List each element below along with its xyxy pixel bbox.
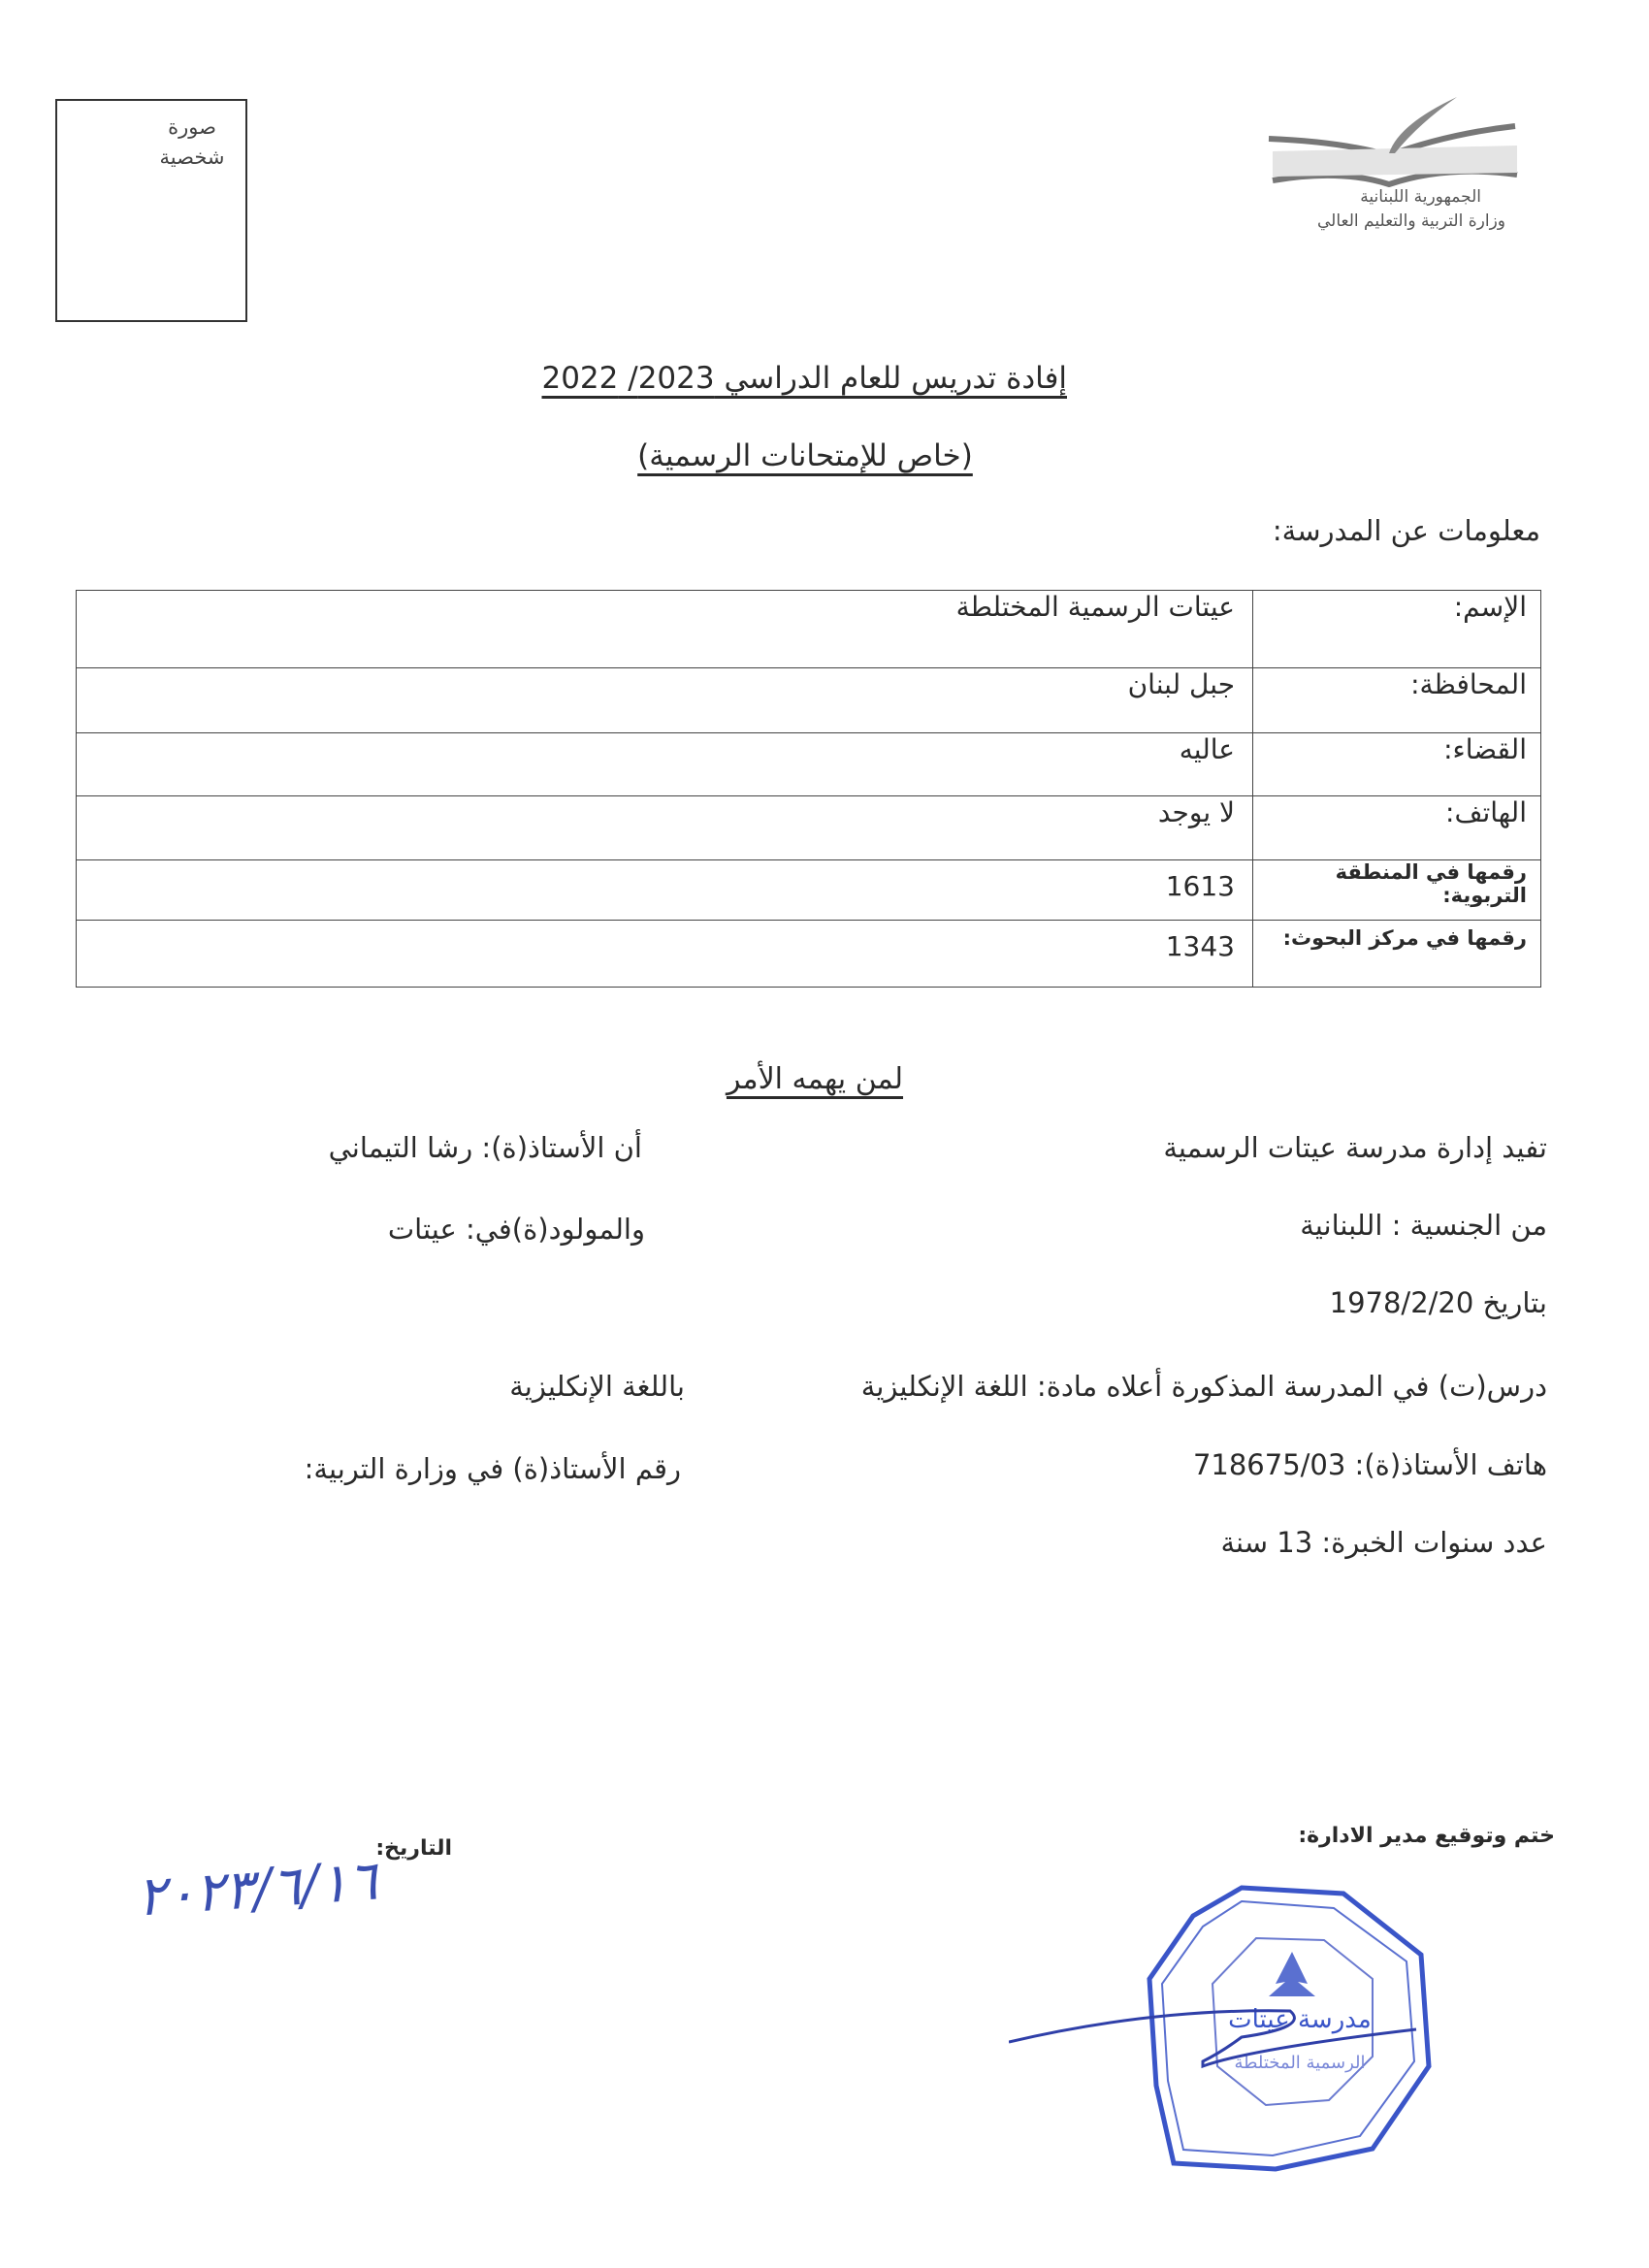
years-of-experience: عدد سنوات الخبرة: 13 سنة: [1220, 1526, 1547, 1559]
phone-label: الهاتف:: [1253, 796, 1541, 860]
to-whom-heading: لمن يهمه الأمر: [726, 1062, 904, 1096]
phone-value: لا يوجد: [77, 796, 1253, 860]
school-name-label: الإسم:: [1253, 591, 1541, 668]
district-value: عاليه: [77, 733, 1253, 796]
open-book-icon: [1263, 95, 1525, 187]
birth-date: بتاريخ 1978/2/20: [1329, 1286, 1547, 1319]
teacher-name: أن الأستاذ(ة): رشا التيماني: [328, 1131, 642, 1164]
table-row: [77, 733, 1541, 796]
logo-republic-text: الجمهورية اللبنانية: [1360, 187, 1481, 207]
photo-box-label: صورة شخصية: [159, 115, 225, 169]
district-label: القضاء:: [1253, 733, 1541, 796]
table-row: [77, 921, 1541, 988]
school-info-table: [76, 590, 1541, 988]
stamp-school-subtext: الرسمية المختلطة: [1234, 2053, 1366, 2073]
table-row: [77, 796, 1541, 860]
school-info-heading: معلومات عن المدرسة:: [1272, 514, 1540, 547]
table-row: [77, 591, 1541, 668]
document-title: إفادة تدريس للعام الدراسي 2023/ 2022: [541, 361, 1067, 396]
school-name-value: عيتات الرسمية المختلطة: [77, 591, 1253, 668]
personal-photo-box: [55, 99, 247, 322]
teacher-phone: هاتف الأستاذ(ة): 718675/03: [1192, 1448, 1547, 1481]
governorate-value: جبل لبنان: [77, 668, 1253, 733]
birthplace: والمولود(ة)في: عيتات: [387, 1213, 645, 1246]
subject-taught: درس(ت) في المدرسة المذكورة أعلاه مادة: اللغة الإنكليزية: [860, 1370, 1547, 1403]
stamp-school-text: مدرسة عيتات: [1228, 2005, 1372, 2034]
research-center-number-value: 1343: [77, 921, 1253, 988]
principal-signature-label: ختم وتوقيع مدير الادارة:: [1298, 1824, 1555, 1848]
ministry-logo: [1263, 95, 1525, 250]
official-stamp: [1009, 1882, 1474, 2192]
teaching-language: باللغة الإنكليزية: [509, 1370, 685, 1403]
school-administration-statement: تفيد إدارة مدرسة عيتات الرسمية: [1163, 1131, 1547, 1164]
nationality: من الجنسية : اللبنانية: [1300, 1209, 1547, 1242]
logo-ministry-text: وزارة التربية والتعليم العالي: [1316, 211, 1505, 231]
research-center-number-label: رقمها في مركز البحوث:: [1253, 921, 1541, 988]
handwritten-date: [97, 1849, 417, 1935]
document-subtitle: (خاص للإمتحانات الرسمية): [637, 438, 973, 473]
date-label: التاريخ:: [375, 1836, 452, 1861]
stamp-signature-graphic: [1009, 1882, 1474, 2192]
educational-zone-number-label: رقمها في المنطقة التربوية:: [1253, 860, 1541, 921]
table-row: [77, 860, 1541, 921]
teacher-ministry-number: رقم الأستاذ(ة) في وزارة التربية:: [304, 1452, 681, 1485]
table-row: [77, 668, 1541, 733]
educational-zone-number-value: 1613: [77, 860, 1253, 921]
handwritten-date-text: ٢٠٢٣/٦/١٦: [134, 1849, 380, 1929]
governorate-label: المحافظة:: [1253, 668, 1541, 733]
